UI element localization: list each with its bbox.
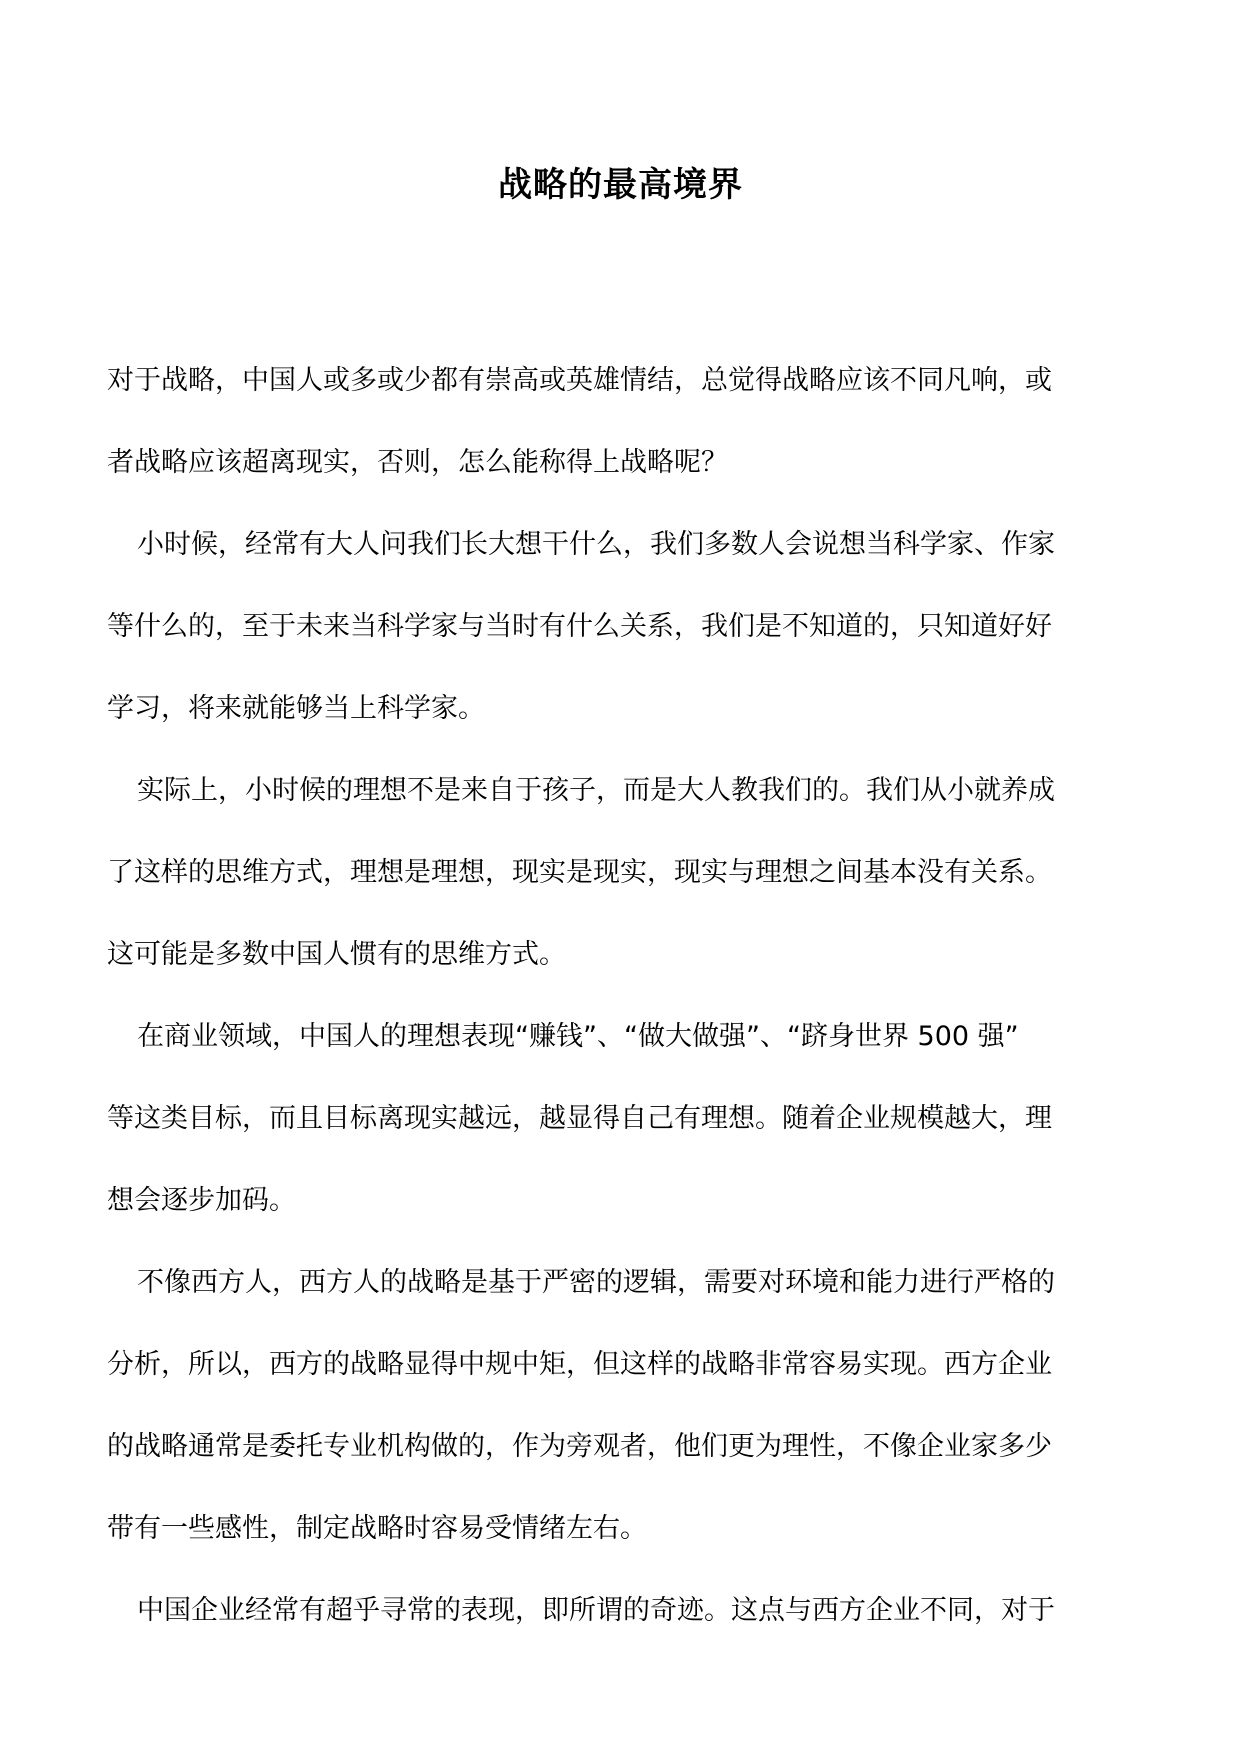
text-line: 带有一些感性，制定战略时容易受情绪左右。: [107, 1513, 647, 1544]
text-line: 想会逐步加码。: [107, 1185, 296, 1216]
document-body: [107, 340, 1135, 1652]
paragraph-3: [107, 750, 1135, 996]
text-line: 对于战略，中国人或多或少都有崇高或英雄情结，总觉得战略应该不同凡响，或: [107, 365, 1052, 396]
text-line: 小时候，经常有大人问我们长大想干什么，我们多数人会说想当科学家、作家: [137, 529, 1055, 560]
text-line: 中国企业经常有超乎寻常的表现，即所谓的奇迹。这点与西方企业不同，对于: [137, 1595, 1055, 1626]
paragraph-4: [107, 996, 1135, 1242]
text-line: 不像西方人，西方人的战略是基于严密的逻辑，需要对环境和能力进行严格的: [137, 1267, 1055, 1298]
paragraph-2: [107, 504, 1135, 750]
text-line: 这可能是多数中国人惯有的思维方式。: [107, 939, 566, 970]
text-line: 实际上，小时候的理想不是来自于孩子，而是大人教我们的。我们从小就养成: [137, 775, 1055, 806]
paragraph-6: [107, 1570, 1135, 1652]
paragraph-1: [107, 340, 1135, 504]
text-line: 等这类目标，而且目标离现实越远，越显得自己有理想。随着企业规模越大，理: [107, 1103, 1052, 1134]
text-line: 的战略通常是委托专业机构做的，作为旁观者，他们更为理性，不像企业家多少: [107, 1431, 1052, 1462]
text-line: 等什么的，至于未来当科学家与当时有什么关系，我们是不知道的，只知道好好: [107, 611, 1052, 642]
text-line: 者战略应该超离现实，否则，怎么能称得上战略呢？: [107, 447, 728, 478]
text-line: 分析，所以，西方的战略显得中规中矩，但这样的战略非常容易实现。西方企业: [107, 1349, 1052, 1380]
document-title: 战略的最高境界: [498, 165, 743, 205]
text-line: 在商业领域，中国人的理想表现“赚钱”、“做大做强”、“跻身世界 500 强”: [137, 1021, 1019, 1052]
paragraph-5: [107, 1242, 1135, 1570]
text-line: 了这样的思维方式，理想是理想，现实是现实，现实与理想之间基本没有关系。: [107, 857, 1052, 888]
text-line: 学习，将来就能够当上科学家。: [107, 693, 485, 724]
